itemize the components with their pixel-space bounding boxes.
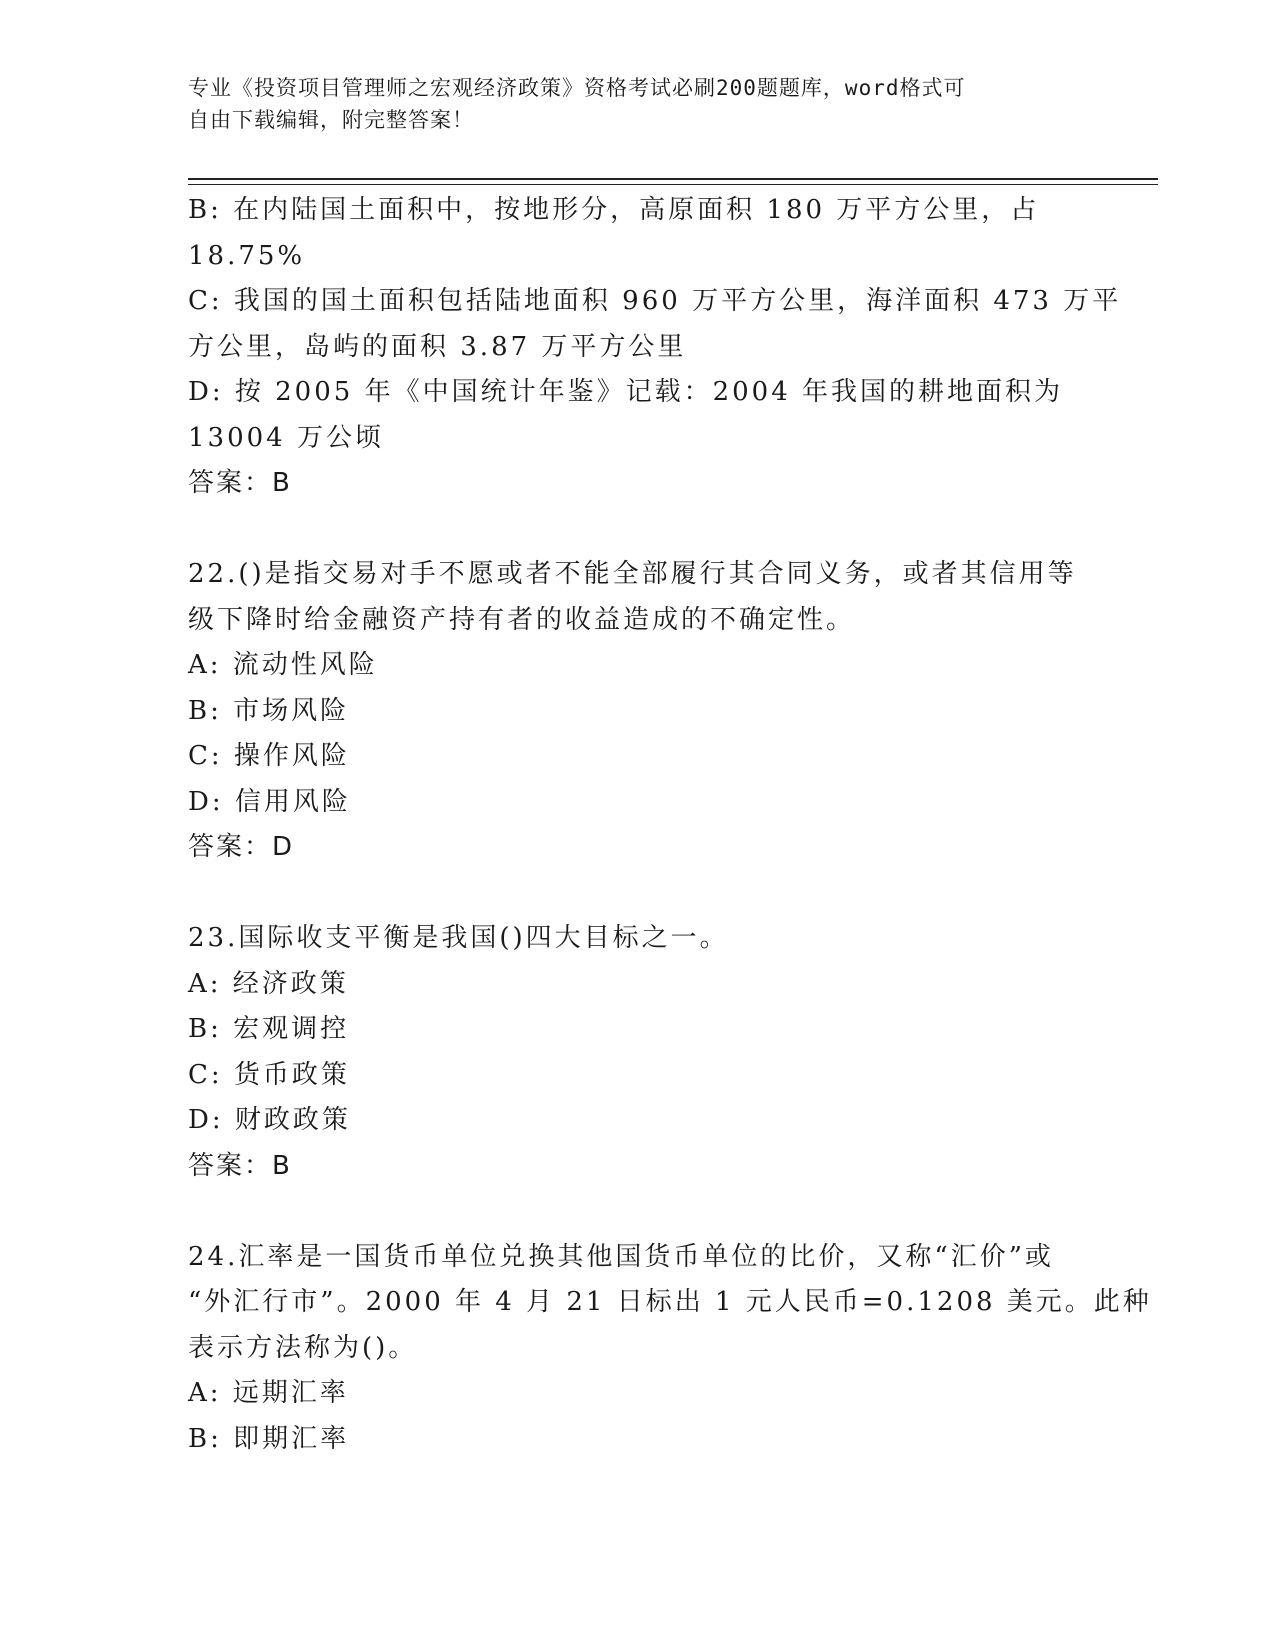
option-d-line-2: 13004 万公顷: [188, 422, 384, 453]
header-line-2: 自由下载编辑，附完整答案！: [188, 108, 474, 132]
question-stem-line-2: 级下降时给金融资产持有者的收益造成的不确定性。: [188, 604, 856, 635]
option-b: B: 市场风险: [188, 695, 350, 726]
option-b-line-2: 18.75%: [188, 240, 306, 271]
question-stem-line-1: 22.()是指交易对手不愿或者不能全部履行其合同义务，或者其信用等: [188, 559, 1077, 589]
question-stem-line-3: 表示方法称为()。: [188, 1332, 418, 1363]
spacer: [188, 507, 1088, 553]
question-block-21: [188, 188, 1122, 507]
option-d: D: 财政政策: [188, 1105, 351, 1135]
question-block-23: [188, 916, 1088, 1189]
option-c-line-2: 方公里，岛屿的面积 3.87 万平方公里: [188, 331, 687, 362]
option-a: A: 远期汇率: [188, 1378, 349, 1408]
option-b: B: 即期汇率: [188, 1423, 350, 1454]
option-d: D: 信用风险: [188, 786, 351, 817]
option-b-line-1: B: 在内陆国土面积中，按地形分，高原面积 180 万平方公里，占: [188, 195, 1040, 225]
question-stem-line-1: 23.国际收支平衡是我国()四大目标之一。: [188, 923, 729, 953]
spacer: [188, 1189, 1088, 1235]
question-block-24: [188, 1235, 1152, 1463]
option-a: A: 经济政策: [188, 968, 349, 999]
option-c: C: 操作风险: [188, 741, 350, 771]
option-b: B: 宏观调控: [188, 1014, 350, 1044]
question-block-22: [188, 552, 1088, 871]
answer-21: 答案：B: [188, 468, 292, 498]
option-a: A: 流动性风险: [188, 650, 378, 680]
option-d-line-1: D: 按 2005 年《中国统计年鉴》记载：2004 年我国的耕地面积为: [188, 377, 1064, 407]
header-divider-thin: [188, 184, 1158, 185]
document-body: [188, 188, 1152, 1462]
option-c: C: 货币政策: [188, 1059, 350, 1090]
header-divider-thick: [188, 178, 1158, 180]
option-c-line-1: C: 我国的国土面积包括陆地面积 960 万平方公里，海洋面积 473 万平: [188, 286, 1122, 316]
header-line-1: 专业《投资项目管理师之宏观经济政策》资格考试必刷200题题库，word格式可: [188, 76, 966, 100]
question-stem-line-2: “外汇行市”。2000 年 4 月 21 日标出 1 元人民币=0.1208 美元。此种: [188, 1287, 1152, 1317]
document-header: [188, 72, 1088, 136]
answer-22: 答案：D: [188, 832, 295, 862]
answer-23: 答案：B: [188, 1150, 292, 1181]
question-stem-line-1: 24.汇率是一国货币单位兑换其他国货币单位的比价，又称“汇价”或: [188, 1241, 1054, 1272]
spacer: [188, 871, 1088, 917]
